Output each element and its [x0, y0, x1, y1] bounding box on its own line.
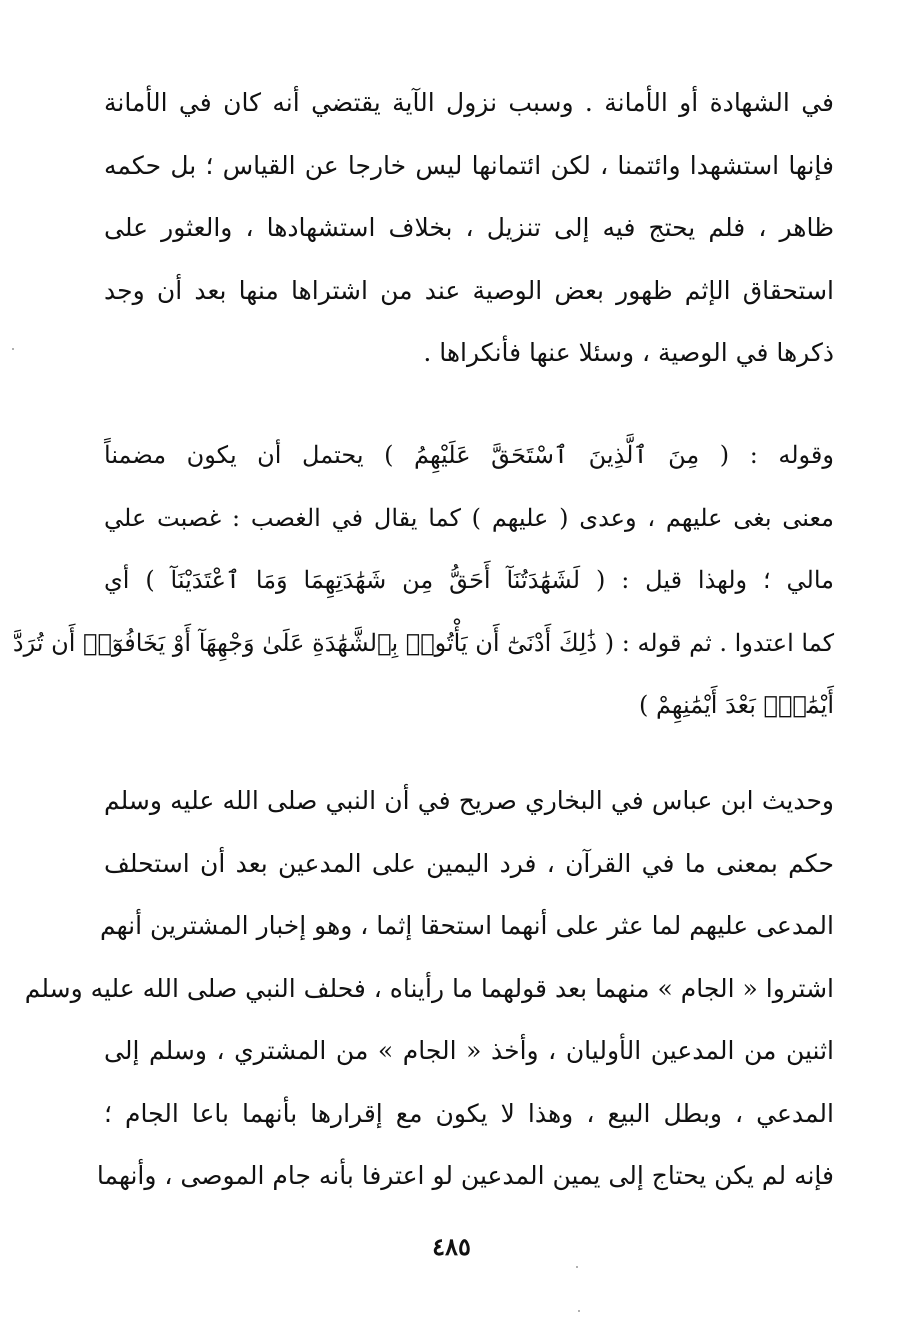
text-line: معنى بغى عليهم ، وعدى ( عليهم ) كما يقال في الغصب : غصبت علي: [104, 503, 834, 532]
text-line: ظاهر ، فلم يحتج فيه إلى تنزيل ، بخلاف استشهادها ، والعثور على: [104, 213, 834, 242]
scan-speck: [578, 1310, 580, 1312]
text-line: أَيْمَٰنٌۢ بَعْدَ أَيْمَٰنِهِمْ ): [638, 691, 834, 719]
text-line: المدعى عليهم لما عثر على أنهما استحقا إثما ، وهو إخبار المشترين أنهم: [99, 911, 834, 940]
paragraph-2: [12, 424, 834, 737]
text-line: اشتروا « الجام » منهما بعد قولهما ما رأيناه ، فحلف النبي صلى الله عليه وسلم: [24, 973, 834, 1003]
text-line: كما اعتدوا . ثم قوله : ( ذَٰلِكَ أَدْنَىٰٓ أَن يَأْتُوا۟ بِٱلشَّهَٰدَةِ عَلَىٰ وَجْهِهَآ أَوْ يَخَافُوٓا۟ أَن تُرَدَّ: [12, 628, 834, 657]
paragraph-1: [104, 72, 834, 385]
text-line: حكم بمعنى ما في القرآن ، فرد اليمين على المدعين بعد أن استحلف: [104, 848, 834, 878]
scan-speck: [576, 1266, 578, 1268]
text-line: اثنين من المدعين الأوليان ، وأخذ « الجام » من المشتري ، وسلم إلى: [104, 1036, 834, 1065]
text-line: في الشهادة أو الأمانة . وسبب نزول الآية يقتضي أنه كان في الأمانة: [104, 88, 834, 117]
text-line: وقوله : ( مِنَ ٱلَّذِينَ ٱسْتَحَقَّ عَلَيْهِمُ ) يحتمل أن يكون مضمناً: [104, 441, 834, 469]
paragraph-3: [24, 770, 834, 1208]
text-line: فإنه لم يكن يحتاج إلى يمين المدعين لو اعترفا بأنه جام الموصى ، وأنهما: [96, 1161, 834, 1190]
scan-speck: [12, 348, 14, 350]
text-line: استحقاق الإثم ظهور بعض الوصية عند من اشتراها منها بعد أن وجد: [104, 275, 834, 305]
text-line: مالي ؛ ولهذا قيل : ( لَشَهَٰدَتُنَآ أَحَقُّ مِن شَهَٰدَتِهِمَا وَمَا ٱعْتَدَيْنَآ ) أي: [104, 566, 834, 594]
text-line: ذكرها في الوصية ، وسئلا عنها فأنكراها .: [423, 338, 834, 367]
text-line: المدعي ، وبطل البيع ، وهذا لا يكون مع إقرارها بأنهما باعا الجام ؛: [104, 1098, 834, 1128]
text-line: فإنها استشهدا وائتمنا ، لكن ائتمانها ليس خارجا عن القياس ؛ بل حكمه: [104, 150, 834, 180]
page-number: ٤٨٥: [432, 1232, 471, 1261]
text-line: وحديث ابن عباس في البخاري صريح في أن النبي صلى الله عليه وسلم: [104, 786, 834, 815]
